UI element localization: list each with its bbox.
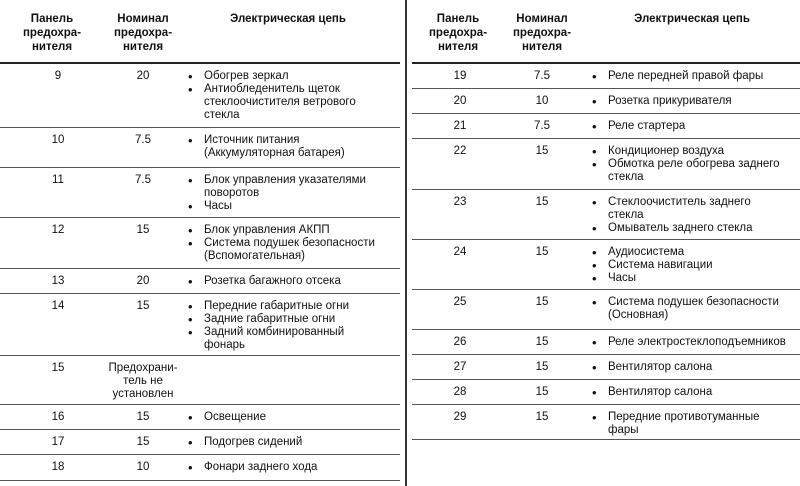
- circuit-list: [188, 134, 398, 160]
- fuse-rating: 15: [136, 411, 150, 423]
- bullet-icon: •: [188, 69, 193, 84]
- fuse-rating: 10: [136, 461, 150, 473]
- circuit-item: [592, 272, 798, 285]
- circuit-item: [188, 237, 398, 263]
- circuit-list: [188, 300, 398, 352]
- circuit-name: Реле передней правой фары: [608, 70, 764, 82]
- fuse-panel-number: 20: [453, 95, 467, 107]
- bullet-icon: •: [592, 221, 597, 236]
- circuit-name: Часы: [608, 272, 637, 284]
- circuit-name: Омыватель заднего стекла: [608, 222, 753, 234]
- table-row: [0, 294, 400, 356]
- circuit-name: Вентилятор салона: [608, 361, 713, 373]
- circuit-list: [188, 174, 398, 213]
- circuit-name: Реле стартера: [608, 120, 686, 132]
- circuit-item: [592, 411, 798, 437]
- bullet-icon: •: [188, 133, 193, 148]
- fuse-panel-number: 18: [51, 461, 65, 473]
- fuse-panel-number: 24: [453, 246, 467, 258]
- bullet-icon: •: [188, 223, 193, 238]
- circuit-item: [592, 259, 798, 272]
- fuse-panel-number: 21: [453, 120, 467, 132]
- table-row: [412, 330, 800, 355]
- circuit-name: Задние габаритные огни: [204, 313, 336, 325]
- circuit-item: [592, 386, 798, 399]
- fuse-rating: 7.5: [135, 174, 151, 186]
- circuit-name: Антиобледенитель щеток стеклоочистителя ветрового стекла: [204, 83, 356, 121]
- fuse-rating: 20: [136, 70, 150, 82]
- circuit-name: Система навигации: [608, 259, 713, 271]
- fuse-rating: Предохрани- тель не установлен: [108, 362, 178, 400]
- table-row: [412, 139, 800, 190]
- fuse-rating: 15: [535, 386, 549, 398]
- fuse-rating: 7.5: [534, 70, 550, 82]
- circuit-item: [592, 361, 798, 374]
- circuit-list: [188, 461, 398, 474]
- circuit-name: Блок управления АКПП: [204, 224, 330, 236]
- bullet-icon: •: [592, 295, 597, 310]
- circuit-item: [592, 246, 798, 259]
- fuse-panel-number: 29: [453, 411, 467, 423]
- bullet-icon: •: [188, 236, 193, 251]
- circuit-list: [592, 70, 798, 83]
- circuit-name: Система подушек безопасности (Основная): [608, 296, 779, 321]
- circuit-name: Передние противотуманные фары: [608, 411, 760, 436]
- circuit-name: Розетка багажного отсека: [204, 275, 341, 287]
- table-row: [412, 190, 800, 240]
- circuit-list: [188, 224, 398, 263]
- circuit-list: [592, 361, 798, 374]
- circuit-item: [188, 174, 398, 200]
- bullet-icon: •: [188, 325, 193, 340]
- circuit-item: [592, 120, 798, 133]
- circuit-item: [592, 158, 798, 184]
- bullet-icon: •: [592, 360, 597, 375]
- table-row: [412, 290, 800, 330]
- fuse-rating: 15: [136, 224, 150, 236]
- fuse-rating: 10: [535, 95, 549, 107]
- fuse-rating: 15: [535, 196, 549, 208]
- fuse-rating: 20: [136, 275, 150, 287]
- circuit-list: [592, 120, 798, 133]
- circuit-item: [188, 70, 398, 83]
- table-row: [0, 430, 400, 455]
- table-row: [0, 269, 400, 294]
- circuit-item: [188, 134, 398, 160]
- fuse-rating: 15: [535, 361, 549, 373]
- circuit-name: Обогрев зеркал: [204, 70, 289, 82]
- circuit-list: [592, 386, 798, 399]
- table-row: [0, 168, 400, 218]
- fuse-panel-number: 17: [51, 436, 65, 448]
- circuit-item: [188, 461, 398, 474]
- fuse-panel-number: 22: [453, 145, 467, 157]
- bullet-icon: •: [188, 312, 193, 327]
- fuse-panel-number: 26: [453, 336, 467, 348]
- circuit-name: Система подушек безопасности (Вспомогательная): [204, 237, 375, 262]
- table-row: [412, 380, 800, 405]
- circuit-list: [188, 436, 398, 449]
- fuse-panel-number: 19: [453, 70, 467, 82]
- circuit-name: Передние габаритные огни: [204, 300, 349, 312]
- circuit-list: [592, 95, 798, 108]
- circuit-item: [592, 95, 798, 108]
- circuit-name: Кондиционер воздуха: [608, 145, 725, 157]
- fuse-rating: 15: [535, 296, 549, 308]
- table-header-left: [0, 0, 400, 64]
- bullet-icon: •: [188, 435, 193, 450]
- left-fuse-table: [0, 0, 400, 481]
- circuit-item: [592, 145, 798, 158]
- circuit-name: Задний комбинированный фонарь: [204, 326, 345, 351]
- header-rating: Номинал предохра- нителя: [512, 13, 572, 53]
- circuit-item: [592, 296, 798, 322]
- circuit-item: [188, 313, 398, 326]
- circuit-name: Блок управления указателями поворотов: [204, 174, 366, 199]
- fuse-panel-number: 23: [453, 196, 467, 208]
- bullet-icon: •: [592, 335, 597, 350]
- table-row: [0, 455, 400, 481]
- circuit-name: Подогрев сидений: [204, 436, 303, 448]
- circuit-item: [188, 83, 398, 122]
- table-row: [412, 355, 800, 380]
- fuse-rating: 15: [535, 336, 549, 348]
- fuse-rating: 7.5: [135, 134, 151, 146]
- fuse-panel-number: 13: [51, 275, 65, 287]
- circuit-list: [592, 246, 798, 285]
- table-row: [412, 240, 800, 290]
- fuse-rating: 15: [535, 145, 549, 157]
- bullet-icon: •: [592, 94, 597, 109]
- fuse-rating: 7.5: [534, 120, 550, 132]
- circuit-item: [188, 411, 398, 424]
- bullet-icon: •: [188, 299, 193, 314]
- header-circuit: Электрическая цепь: [230, 13, 346, 25]
- circuit-name: Аудиосистема: [608, 246, 685, 258]
- circuit-item: [188, 300, 398, 313]
- bullet-icon: •: [188, 82, 193, 97]
- bullet-icon: •: [188, 274, 193, 289]
- table-row: [412, 89, 800, 114]
- fuse-rating: 15: [136, 300, 150, 312]
- circuit-name: Фонари заднего хода: [204, 461, 318, 473]
- circuit-item: [188, 326, 398, 352]
- circuit-list: [592, 196, 798, 235]
- table-row: [0, 405, 400, 430]
- header-panel: Панель предохра- нителя: [22, 13, 82, 53]
- fuse-rating: 15: [136, 436, 150, 448]
- fuse-panel-number: 28: [453, 386, 467, 398]
- bullet-icon: •: [592, 410, 597, 425]
- fuse-rating: 15: [535, 246, 549, 258]
- fuse-panel-number: 12: [51, 224, 65, 236]
- fuse-panel-number: 25: [453, 296, 467, 308]
- circuit-item: [592, 196, 798, 222]
- fuse-panel-number: 11: [52, 174, 64, 186]
- header-rating: Номинал предохра- нителя: [113, 13, 173, 53]
- bullet-icon: •: [592, 195, 597, 210]
- circuit-name: Источник питания (Аккумуляторная батарея): [204, 134, 345, 159]
- fuse-panel-number: 16: [51, 411, 65, 423]
- circuit-item: [592, 336, 798, 349]
- table-header-right: [412, 0, 800, 64]
- circuit-list: [592, 145, 798, 184]
- bullet-icon: •: [592, 245, 597, 260]
- fuse-panel-number: 9: [54, 70, 62, 82]
- circuit-item: [188, 436, 398, 449]
- table-row: [412, 114, 800, 139]
- right-table-body: [412, 64, 800, 440]
- circuit-name: Вентилятор салона: [608, 386, 713, 398]
- table-row: [0, 128, 400, 168]
- table-row: [0, 218, 400, 269]
- right-fuse-table: [412, 0, 800, 440]
- bullet-icon: •: [592, 119, 597, 134]
- fuse-panel-number: 10: [51, 134, 65, 146]
- table-row: [412, 405, 800, 440]
- circuit-item: [188, 224, 398, 237]
- circuit-name: Розетка прикуривателя: [608, 95, 732, 107]
- circuit-name: Реле электростеклоподъемников: [608, 336, 786, 348]
- bullet-icon: •: [592, 271, 597, 286]
- circuit-name: Стеклоочиститель заднего стекла: [608, 196, 751, 221]
- circuit-list: [592, 296, 798, 322]
- circuit-list: [592, 411, 798, 437]
- bullet-icon: •: [592, 69, 597, 84]
- circuit-item: [188, 275, 398, 288]
- circuit-list: [188, 70, 398, 122]
- circuit-name: Часы: [204, 200, 233, 212]
- table-row: [0, 64, 400, 128]
- table-row: [0, 356, 400, 405]
- circuit-item: [592, 222, 798, 235]
- fuse-panel-number: 27: [453, 361, 467, 373]
- circuit-list: [188, 411, 398, 424]
- bullet-icon: •: [592, 157, 597, 172]
- bullet-icon: •: [188, 410, 193, 425]
- circuit-list: [188, 275, 398, 288]
- fuse-rating: 15: [535, 411, 549, 423]
- header-circuit: Электрическая цепь: [634, 13, 750, 25]
- bullet-icon: •: [592, 385, 597, 400]
- header-panel: Панель предохра- нителя: [428, 13, 488, 53]
- circuit-item: [188, 200, 398, 213]
- table-row: [412, 64, 800, 89]
- bullet-icon: •: [188, 173, 193, 188]
- fuse-panel-number: 14: [51, 300, 65, 312]
- bullet-icon: •: [188, 199, 193, 214]
- circuit-item: [592, 70, 798, 83]
- bullet-icon: •: [592, 144, 597, 159]
- bullet-icon: •: [188, 460, 193, 475]
- circuit-name: Обмотка реле обогрева заднего стекла: [608, 158, 780, 183]
- bullet-icon: •: [592, 258, 597, 273]
- circuit-list: [592, 336, 798, 349]
- circuit-name: Освещение: [204, 411, 266, 423]
- fuse-panel-number: 15: [51, 362, 65, 374]
- left-table-body: [0, 64, 400, 481]
- column-divider: [405, 0, 407, 486]
